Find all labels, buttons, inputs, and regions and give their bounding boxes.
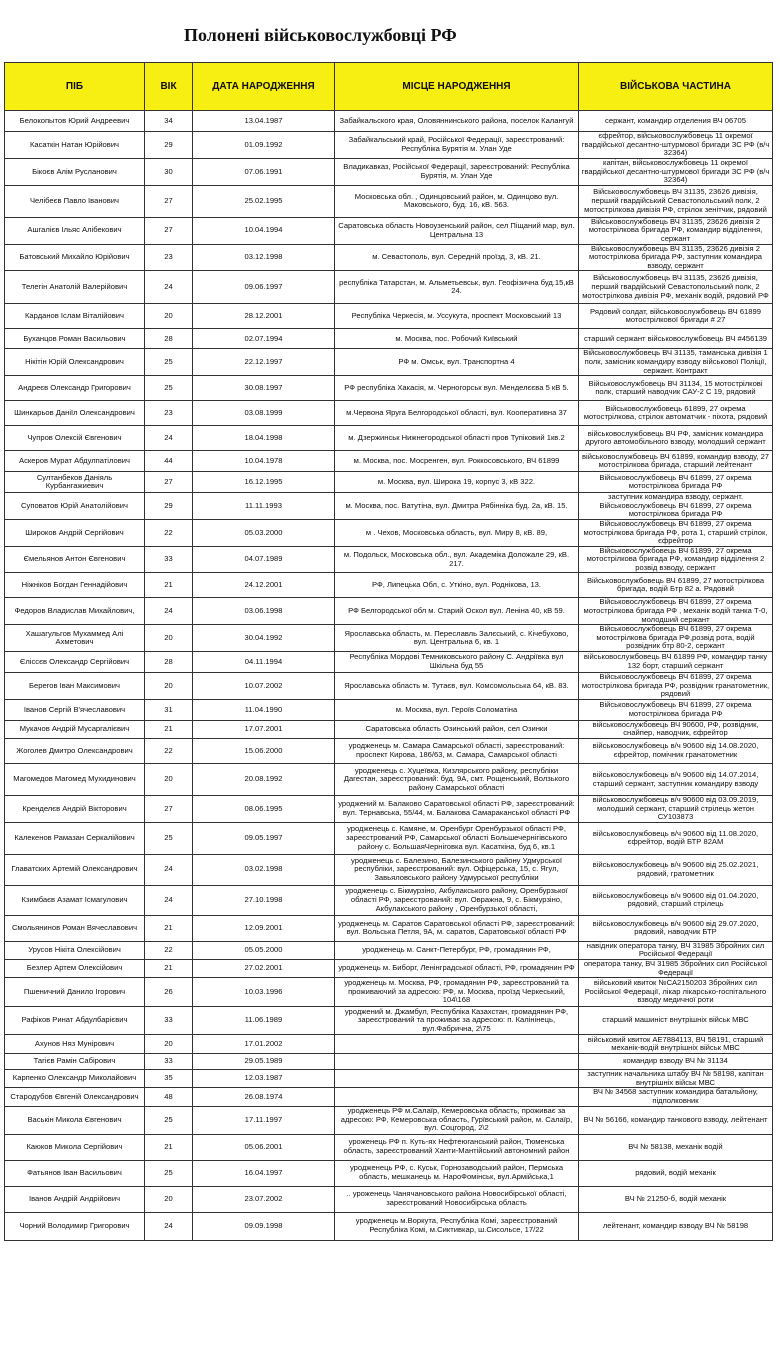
cell-military-unit: Військовослужбовець ВЧ 61899, 27 окрема мотострілкова бригада РФ xyxy=(579,472,773,493)
cell-birth-date: 30.08.1997 xyxy=(193,376,335,401)
cell-name: Шинкарьов Даніїл Олександрович xyxy=(5,401,145,426)
cell-name: Хашагульгов Мухаммед Алі Ахметович xyxy=(5,625,145,652)
cell-birth-date: 17.01.2002 xyxy=(193,1035,335,1054)
table-row xyxy=(5,519,773,546)
table-row xyxy=(5,1054,773,1070)
cell-birth-date: 09.09.1998 xyxy=(193,1212,335,1240)
cell-military-unit: військовослужбовець ВЧ РФ, замісник командира другого автомобільного взводу, молодший сержант xyxy=(579,426,773,451)
cell-age: 21 xyxy=(145,959,193,977)
cell-age: 29 xyxy=(145,493,193,520)
table-row xyxy=(5,217,773,244)
cell-age: 28 xyxy=(145,652,193,673)
cell-birth-date: 25.02.1995 xyxy=(193,185,335,217)
cell-name: Суповатов Юрій Анатолійович xyxy=(5,493,145,520)
cell-name: Кзимбаєв Азамат Ісмагулович xyxy=(5,885,145,915)
cell-birth-date: 26.08.1974 xyxy=(193,1088,335,1106)
table-row xyxy=(5,493,773,520)
cell-name: Іванов Сергій В'ячеславович xyxy=(5,699,145,720)
table-row xyxy=(5,546,773,573)
cell-birthplace: Московська обл. , Одинцовський район, м. Одинцово вул. Маковського, буд. 16, кВ. 563. xyxy=(335,185,579,217)
cell-age: 34 xyxy=(145,111,193,132)
cell-military-unit: Рядовий солдат, військовослужбовець ВЧ 61899 мотострілкової бригади # 27 xyxy=(579,304,773,329)
table-row xyxy=(5,1007,773,1035)
cell-age: 22 xyxy=(145,519,193,546)
cell-military-unit: Військовослужбовець ВЧ 31135, таманська дивізія 1 полк, замісник командиру взводу військової Поліції, сержант. Контракт xyxy=(579,349,773,376)
cell-name: Карданов Іслам Віталійович xyxy=(5,304,145,329)
table-row xyxy=(5,376,773,401)
cell-name: Калекенов Рамазан Серкалійович xyxy=(5,822,145,854)
cell-age: 35 xyxy=(145,1070,193,1088)
header-name: ПІБ xyxy=(5,63,145,111)
cell-birthplace: уродженець с. Балезино, Балезинського району Удмурської республіки, зареєстрований: вул. Офіцерська, 15, с. Ягул, Завьяловського району Удмурської республіки xyxy=(335,854,579,885)
table-row xyxy=(5,1088,773,1106)
cell-birthplace: уродженець РФ м.Салаїр, Кемеровська область, проживає за адресою: РФ, Кемеровська область, Гурївський район, м. Салаїр, вул. Соцгород, 2\2 xyxy=(335,1106,579,1134)
cell-birthplace: м. Москва, вул. Героїв Соломатіна xyxy=(335,699,579,720)
cell-birth-date: 12.03.1987 xyxy=(193,1070,335,1088)
cell-birth-date: 10.03.1996 xyxy=(193,978,335,1007)
cell-age: 21 xyxy=(145,1134,193,1160)
cell-name: Тагієв Рамін Сабірович xyxy=(5,1054,145,1070)
cell-birthplace: уродженець м. Биборг, Ленінградської області, РФ, громадянин РФ xyxy=(335,959,579,977)
cell-name: Аскеров Мурат Абдулпатілович xyxy=(5,451,145,472)
table-row xyxy=(5,159,773,186)
cell-military-unit: військовослужбовець в/ч 90600 від 14.07.2014, старший сержант, заступник командиру взводу xyxy=(579,764,773,796)
table-row xyxy=(5,915,773,941)
cell-military-unit: військовослужбовець ВЧ 90600, РФ, розвідник, снайпер, наводчик, єфрейтор xyxy=(579,720,773,738)
table-row xyxy=(5,132,773,159)
table-row xyxy=(5,426,773,451)
table-header-row xyxy=(5,63,773,111)
cell-birthplace xyxy=(335,1054,579,1070)
table-row xyxy=(5,739,773,764)
cell-birthplace: Саратовська область Озинський район, сел Озинки xyxy=(335,720,579,738)
table-row xyxy=(5,1070,773,1088)
cell-military-unit: Військовослужбовець ВЧ 61899, 27 окрема мотострілкова бригада РФ, рота 1, старший стрілок, єфрейтор xyxy=(579,519,773,546)
cell-military-unit: Військовослужбовець ВЧ 61899, 27 мотострілкова бригада, водій Бтр 82 а. Рядовий xyxy=(579,573,773,598)
table-row xyxy=(5,349,773,376)
cell-military-unit: Військовослужбовець ВЧ 61899, 27 окрема мотострілкова бригада РФ, командир відділення 2 розвід взводу, сержант xyxy=(579,546,773,573)
cell-military-unit: Військовослужбовець ВЧ 31135, 23626 дивізія 2 мотострілкова бригада РФ, заступник командира взводу, сержант xyxy=(579,244,773,271)
cell-birthplace: Ярославська область, м. Переславль Залєський, с. Кічебухово, вул. Центральна 6, кв. 1 xyxy=(335,625,579,652)
cell-birthplace: Ярославська область м. Тутаєв, вул. Комсомольська 64, кВ. 83. xyxy=(335,673,579,700)
cell-birth-date: 30.04.1992 xyxy=(193,625,335,652)
table-row xyxy=(5,573,773,598)
cell-birthplace: м. Севастополь, вул. Середній проїзд, 3, кВ. 21. xyxy=(335,244,579,271)
cell-birthplace: уродженець РФ, с. Куськ, Горнозаводський район, Пермська область, мешканець м. НароФомінськ, вул.Армійська,1 xyxy=(335,1160,579,1186)
cell-birth-date: 11.06.1989 xyxy=(193,1007,335,1035)
table-row xyxy=(5,1186,773,1212)
cell-name: Широков Андрій Сергійович xyxy=(5,519,145,546)
cell-birth-date: 09.05.1997 xyxy=(193,822,335,854)
cell-name: Урусов Нікіта Олексійович xyxy=(5,941,145,959)
cell-birth-date: 03.02.1998 xyxy=(193,854,335,885)
cell-birthplace: уродженець м. Самара Самарської області, зареєстрований: проспект Кирова, 186/63, м. Самара, Самарської області xyxy=(335,739,579,764)
cell-birth-date: 05.05.2000 xyxy=(193,941,335,959)
cell-birth-date: 17.11.1997 xyxy=(193,1106,335,1134)
cell-name: Главатских Артемій Олександрович xyxy=(5,854,145,885)
cell-birthplace: м . Чехов, Московська область, вул. Миру 8, кВ. 89, xyxy=(335,519,579,546)
cell-birth-date: 05.03.2000 xyxy=(193,519,335,546)
cell-military-unit: ВЧ № 58138, механік водій xyxy=(579,1134,773,1160)
table-row xyxy=(5,978,773,1007)
cell-birth-date: 11.11.1993 xyxy=(193,493,335,520)
table-row xyxy=(5,598,773,625)
cell-birth-date: 17.07.2001 xyxy=(193,720,335,738)
cell-name: Єліссєв Олександр Сергійович xyxy=(5,652,145,673)
cell-military-unit: ВЧ № 56166, командир танкового взводу, лейтенант xyxy=(579,1106,773,1134)
cell-military-unit: єфрейтор, військовослужбовець 11 окремої гвардійської десантно-штурмової бригади ЗС РФ (в/ч 32364) xyxy=(579,132,773,159)
cell-age: 25 xyxy=(145,1106,193,1134)
cell-military-unit: військовослужбовець в/ч 90600 від 11.08.2020, єфрейтор, водій БТР 82АМ xyxy=(579,822,773,854)
cell-birthplace xyxy=(335,1035,579,1054)
cell-military-unit: старший машиніст внутрішніх військ МВС xyxy=(579,1007,773,1035)
cell-age: 24 xyxy=(145,1212,193,1240)
cell-age: 20 xyxy=(145,304,193,329)
cell-military-unit: військовослужбовець в/ч 90600 від 25.02.2021, рядовий, гратометник xyxy=(579,854,773,885)
cell-age: 24 xyxy=(145,885,193,915)
table-row xyxy=(5,111,773,132)
cell-age: 29 xyxy=(145,132,193,159)
cell-name: Челібеєв Павло Іванович xyxy=(5,185,145,217)
header-dob: ДАТА НАРОДЖЕННЯ xyxy=(193,63,335,111)
cell-birth-date: 12.09.2001 xyxy=(193,915,335,941)
cell-birthplace xyxy=(335,1088,579,1106)
cell-name: Жоголев Дмитро Олександрович xyxy=(5,739,145,764)
cell-birthplace: РФ м. Омськ, вул. Транспортна 4 xyxy=(335,349,579,376)
cell-name: Чупров Олексій Євгенович xyxy=(5,426,145,451)
cell-name: Безлер Артем Олексійович xyxy=(5,959,145,977)
cell-name: Ємельянов Антон Євгенович xyxy=(5,546,145,573)
table-row xyxy=(5,764,773,796)
cell-military-unit: Військовослужбовець ВЧ 31135, 23626 дивізія, перший гвардійський Севастопольський полк, 2 мотострілкова дивізія РФ, стрілок зенітчик, рядовий xyxy=(579,185,773,217)
cell-military-unit: капітан, військовослужбовець 11 окремої гвардійської десантно-штурмової бригади ЗС РФ (в/ч 32364) xyxy=(579,159,773,186)
cell-birthplace: м. Москва, вул. Широка 19, корпус 3, кВ 322. xyxy=(335,472,579,493)
cell-birth-date: 07.06.1991 xyxy=(193,159,335,186)
cell-age: 21 xyxy=(145,573,193,598)
cell-military-unit: оператора танку, ВЧ 31985 Збройних сил Російської Федерації xyxy=(579,959,773,977)
cell-military-unit: Військовослужбовець ВЧ 61899, 27 окрема мотострілкова бригада РФ xyxy=(579,699,773,720)
cell-birth-date: 01.09.1992 xyxy=(193,132,335,159)
cell-military-unit: заступник командира взводу, сержант. Військовослужбовець ВЧ 61899, 27 окрема мотострілкова бригада РФ xyxy=(579,493,773,520)
cell-military-unit: Військовослужбовець ВЧ 61899, 27 окрема мотострілкова бригада РФ, розвідник гранатометник, рядовий xyxy=(579,673,773,700)
table-row xyxy=(5,401,773,426)
cell-age: 27 xyxy=(145,217,193,244)
header-military-unit: ВІЙСЬКОВА ЧАСТИНА xyxy=(579,63,773,111)
cell-name: Касаткін Натан Юрійович xyxy=(5,132,145,159)
table-row xyxy=(5,959,773,977)
table-row xyxy=(5,451,773,472)
cell-name: Телегін Анатолій Валерійович xyxy=(5,271,145,304)
cell-age: 31 xyxy=(145,699,193,720)
cell-military-unit: ВЧ № 34568 заступник командира батальйону, підполковник xyxy=(579,1088,773,1106)
table-row xyxy=(5,625,773,652)
cell-birthplace: м. Москва, пос. Ватутіна, вул. Дмитра Рябінніка буд. 2а, кВ. 15. xyxy=(335,493,579,520)
cell-military-unit: навідник оператора танку, ВЧ 31985 Збройних сил Російської Федерації xyxy=(579,941,773,959)
cell-name: Батовський Михайло Юрійович xyxy=(5,244,145,271)
cell-birthplace: Владикавказ, Російської Федерації, зареєстрований: Республіка Бурятія, м. Улан Уде xyxy=(335,159,579,186)
cell-birth-date: 03.08.1999 xyxy=(193,401,335,426)
table-row xyxy=(5,185,773,217)
cell-age: 25 xyxy=(145,376,193,401)
cell-birth-date: 03.06.1998 xyxy=(193,598,335,625)
table-row xyxy=(5,941,773,959)
cell-name: Буханцов Роман Васильович xyxy=(5,329,145,349)
table-row xyxy=(5,854,773,885)
cell-military-unit: військовослужбовець ВЧ 61899, командир взводу, 27 мотострілкова бригада, старший лейтенант xyxy=(579,451,773,472)
cell-birthplace: Саратовська область Новоузенський район, сел Піщаний мар, вул. Центральна 13 xyxy=(335,217,579,244)
cell-name: Нікітін Юрій Олександрович xyxy=(5,349,145,376)
cell-birthplace: уроджений м. Джамбул, Республіка Казахстан, громадянин РФ, зареєстрований та проживає за адресою: п. Калінінець, вул.Фабрична, 2\75 xyxy=(335,1007,579,1035)
table-row xyxy=(5,652,773,673)
cell-age: 24 xyxy=(145,426,193,451)
cell-age: 20 xyxy=(145,625,193,652)
cell-age: 27 xyxy=(145,185,193,217)
cell-military-unit: сержант, командир отделения ВЧ 06705 xyxy=(579,111,773,132)
cell-age: 30 xyxy=(145,159,193,186)
cell-birth-date: 27.10.1998 xyxy=(193,885,335,915)
cell-birth-date: 05.06.2001 xyxy=(193,1134,335,1160)
cell-military-unit: ВЧ № 21250-б, водій механік xyxy=(579,1186,773,1212)
cell-name: Стародубов Євгеній Олександрович xyxy=(5,1088,145,1106)
cell-age: 20 xyxy=(145,1186,193,1212)
table-row xyxy=(5,673,773,700)
table-row xyxy=(5,1134,773,1160)
cell-birth-date: 03.12.1998 xyxy=(193,244,335,271)
cell-age: 22 xyxy=(145,941,193,959)
cell-birth-date: 29.05.1989 xyxy=(193,1054,335,1070)
cell-age: 25 xyxy=(145,1160,193,1186)
cell-military-unit: Військовослужбовець ВЧ 31134, 15 мотострілкові полк, старший наводчик САУ-2 С 19, рядовий xyxy=(579,376,773,401)
cell-birthplace: Забайкальского края, Оловяннинського района, поселок Калангуй xyxy=(335,111,579,132)
cell-birthplace: м. Дзержинськ Нижнегородської області пров Тупіковий 1кв.2 xyxy=(335,426,579,451)
cell-birth-date: 20.08.1992 xyxy=(193,764,335,796)
cell-birthplace: уроженець РФ п. Куть-ях Нефтеюганський район, Тюменська область, зареєстрований Ханти-Мантійський автономний район xyxy=(335,1134,579,1160)
cell-military-unit: Військовослужбовець ВЧ 31135, 23626 дивізія 2 мотострілкова бригада РФ, командир відділення, сержант xyxy=(579,217,773,244)
cell-name: Ніжніков Богдан Геннадійович xyxy=(5,573,145,598)
cell-military-unit: командир взводу ВЧ № 31134 xyxy=(579,1054,773,1070)
cell-military-unit: Військовослужбовець ВЧ 61899, 27 окрема мотострілкова бригада РФ,розвід рота, водій розвідник бтр 80-2, сержант xyxy=(579,625,773,652)
cell-birth-date: 10.07.2002 xyxy=(193,673,335,700)
cell-birth-date: 04.11.1994 xyxy=(193,652,335,673)
table-row xyxy=(5,720,773,738)
cell-birthplace: м. Москва, пос. Робочий Київський xyxy=(335,329,579,349)
cell-age: 20 xyxy=(145,764,193,796)
cell-name: Федоров Владислав Михайлович, xyxy=(5,598,145,625)
cell-age: 24 xyxy=(145,271,193,304)
prisoners-table xyxy=(4,62,773,1241)
cell-birth-date: 24.12.2001 xyxy=(193,573,335,598)
cell-birthplace: уродженець с. Бікмурзіно, Акбулакського району, Оренбурзької області РФ, зареєстрований: вул. Овражна, 9, с. Бікмурзіно, Акбулакського району , Оренбурзької області, xyxy=(335,885,579,915)
table-row xyxy=(5,1212,773,1240)
cell-birthplace: республіка Татарстан, м. Альметьевськ, вул. Геофізична буд.15,кВ 24. xyxy=(335,271,579,304)
cell-name: Рафіков Ринат Абдулбарієвич xyxy=(5,1007,145,1035)
cell-name: Іванов Андрій Андрійович xyxy=(5,1186,145,1212)
cell-age: 27 xyxy=(145,796,193,823)
cell-name: Карпенко Олександр Миколайович xyxy=(5,1070,145,1088)
table-body xyxy=(5,111,773,1241)
table-row xyxy=(5,885,773,915)
cell-military-unit: військовослужбовець ВЧ 61899 РФ, командир танку 132 борт, старший сержант xyxy=(579,652,773,673)
cell-birth-date: 23.07.2002 xyxy=(193,1186,335,1212)
cell-birthplace: уродженець с. Камяне, м. Оренбург Оренбурзької області РФ, зареєстрований РФ, Самарської області Большечернігівського району с. БольшаяЧерніговка вул. Касаткіна, буд 6, кв.1 xyxy=(335,822,579,854)
cell-birthplace: Республіка Мордові Темниковського району С. Андріївка вул Шкільна буд 55 xyxy=(335,652,579,673)
cell-birth-date: 15.06.2000 xyxy=(193,739,335,764)
table-row xyxy=(5,244,773,271)
cell-age: 24 xyxy=(145,854,193,885)
cell-age: 33 xyxy=(145,1054,193,1070)
cell-military-unit: Військовослужбовець ВЧ 61899, 27 окрема мотострілкова бригада РФ , механік водій танка Т-0, молодший сержант xyxy=(579,598,773,625)
cell-birthplace: уродженець м. Москва, РФ, громадянин РФ, зареєстрований та проживаючий за адресою: РФ, м. Москва, проїзд Черкеський, 104\168 xyxy=(335,978,579,1007)
cell-age: 28 xyxy=(145,329,193,349)
cell-name: Фатьянов Іван Васильович xyxy=(5,1160,145,1186)
cell-name: Бікоєв Алім Русланович xyxy=(5,159,145,186)
cell-military-unit: лейтенант, командир взводу ВЧ № 58198 xyxy=(579,1212,773,1240)
cell-name: Берегов Іван Максимович xyxy=(5,673,145,700)
cell-age: 20 xyxy=(145,673,193,700)
cell-name: Белокопытов Юрий Андреевич xyxy=(5,111,145,132)
cell-birthplace: Республіка Черкесія, м. Уссукута, проспект Московський 13 xyxy=(335,304,579,329)
cell-birthplace: м. Москва, пос. Мосренген, вул. Роккосовського, ВЧ 61899 xyxy=(335,451,579,472)
cell-name: Кренделєв Андрій Вікторович xyxy=(5,796,145,823)
cell-birthplace xyxy=(335,1070,579,1088)
cell-birth-date: 18.04.1998 xyxy=(193,426,335,451)
cell-military-unit: військовий квиток №СА2150203 Збройних сил Російської Федерації, лікар лікарсько-госпітального взводу медичної роти xyxy=(579,978,773,1007)
table-row xyxy=(5,304,773,329)
cell-birth-date: 28.12.2001 xyxy=(193,304,335,329)
table-row xyxy=(5,699,773,720)
cell-military-unit: старший сержант військовослужбовець ВЧ #456139 xyxy=(579,329,773,349)
cell-birthplace: РФ Белгородської обл м. Старий Оскол вул. Леніна 40, кВ 59. xyxy=(335,598,579,625)
cell-birth-date: 09.06.1997 xyxy=(193,271,335,304)
cell-military-unit: військовослужбовець в/ч 90600 від 29.07.2020, рядовий, наводчик БТР xyxy=(579,915,773,941)
header-age: ВІК xyxy=(145,63,193,111)
table-row xyxy=(5,271,773,304)
cell-birthplace: м.Червона Яруга Белгородської області, вул. Кооперативна 37 xyxy=(335,401,579,426)
cell-birthplace: РФ, Липецька Обл, с. Уткіно, вул. Роднікова, 13. xyxy=(335,573,579,598)
cell-age: 48 xyxy=(145,1088,193,1106)
cell-name: Смольянинов Роман Вячеславович xyxy=(5,915,145,941)
cell-military-unit: військовослужбовець в/ч 90600 від 01.04.2020, рядовий, старший стрілець xyxy=(579,885,773,915)
cell-military-unit: Військовослужбовець ВЧ 31135, 23626 дивізія, перший гвардійський Севастопольський полк, 2 мотострілкова дивізія РФ, механік водій, рядовий РФ xyxy=(579,271,773,304)
cell-age: 24 xyxy=(145,598,193,625)
cell-birth-date: 08.06.1995 xyxy=(193,796,335,823)
table-row xyxy=(5,1035,773,1054)
table-row xyxy=(5,1160,773,1186)
cell-birth-date: 10.04.1994 xyxy=(193,217,335,244)
cell-name: Пшеничний Данило Ігорович xyxy=(5,978,145,1007)
cell-birth-date: 13.04.1987 xyxy=(193,111,335,132)
cell-age: 26 xyxy=(145,978,193,1007)
cell-birthplace: .. уроженець Чанячановського района Новосибірської області, зареєстрований Новосибірська область xyxy=(335,1186,579,1212)
cell-age: 33 xyxy=(145,1007,193,1035)
cell-military-unit: Військовослужбовець 61899, 27 окрема мотострілкова, стрілок автоматчик - піхота, рядовий xyxy=(579,401,773,426)
cell-age: 25 xyxy=(145,822,193,854)
cell-age: 25 xyxy=(145,349,193,376)
cell-age: 23 xyxy=(145,401,193,426)
cell-age: 27 xyxy=(145,472,193,493)
cell-birthplace: уродженець м.Воркута, Республіка Комі, зареєстрований Республіка Комі, м.Сиктивкар, ш.Сисольсе, 17/22 xyxy=(335,1212,579,1240)
cell-name: Васькін Микола Євгенович xyxy=(5,1106,145,1134)
cell-age: 20 xyxy=(145,1035,193,1054)
cell-birthplace: уродженець м. Санкт-Петербург, РФ, громадянин РФ, xyxy=(335,941,579,959)
cell-name: Магомедов Магомед Мухидинович xyxy=(5,764,145,796)
cell-name: Андреєв Олександр Григорович xyxy=(5,376,145,401)
table-row xyxy=(5,472,773,493)
cell-age: 23 xyxy=(145,244,193,271)
header-birthplace: МІСЦЕ НАРОДЖЕННЯ xyxy=(335,63,579,111)
cell-name: Султанбеков Даніяль Курбангажиевич xyxy=(5,472,145,493)
cell-age: 21 xyxy=(145,915,193,941)
cell-military-unit: заступник начальника штабу ВЧ № 58198, капітан внутрішніх військ МВС xyxy=(579,1070,773,1088)
table-row xyxy=(5,329,773,349)
cell-birth-date: 11.04.1990 xyxy=(193,699,335,720)
cell-name: Ашгалієв Ільяс Алібекович xyxy=(5,217,145,244)
cell-birthplace: Забайкальський край, Російської Федерації, зареєстрований: Республіка Бурятія м. Улан Уде xyxy=(335,132,579,159)
cell-birth-date: 16.04.1997 xyxy=(193,1160,335,1186)
cell-birth-date: 04.07.1989 xyxy=(193,546,335,573)
cell-birthplace: м. Подольск, Московська обл., вул. Академіка Доложале 29, кВ. 217. xyxy=(335,546,579,573)
cell-birth-date: 16.12.1995 xyxy=(193,472,335,493)
cell-military-unit: військовий квиток АЕ7884113, ВЧ 58191, старший механік-водій внутрішніх військ МВС xyxy=(579,1035,773,1054)
cell-birth-date: 27.02.2001 xyxy=(193,959,335,977)
cell-birth-date: 22.12.1997 xyxy=(193,349,335,376)
cell-birthplace: уродженець м. Саратов Саратовської області РФ, зареєстрований: вул. Вольська Петля, 9А, м. саратов, Саратовської області РФ xyxy=(335,915,579,941)
cell-birthplace: уроджений м. Балаково Саратовської області РФ, зареєстрований: вул. Тернавська, 55/44, м. Балакова Самараканської області РФ xyxy=(335,796,579,823)
cell-birthplace: уродженець с. Хуцеївка, Кизлярського району, республіки Дагестан, зареєстрований: буд. 9А, смт. Рощенський, Волзького району Самарської області xyxy=(335,764,579,796)
cell-birth-date: 10.04.1978 xyxy=(193,451,335,472)
cell-name: Каюков Микола Сергійович xyxy=(5,1134,145,1160)
cell-military-unit: військовослужбовець в/ч 90600 від 03.09.2019, молодший сержант, старший стрілець жетон СУ103873 xyxy=(579,796,773,823)
table-row xyxy=(5,1106,773,1134)
cell-military-unit: військовослужбовець в/ч 90600 від 14.08.2020, єфрейтор, помічник гранатометник xyxy=(579,739,773,764)
page-title: Полонені військовослужбовці РФ xyxy=(184,25,457,45)
cell-name: Мукачов Андрій Мусаргалієвич xyxy=(5,720,145,738)
cell-age: 33 xyxy=(145,546,193,573)
cell-age: 44 xyxy=(145,451,193,472)
cell-military-unit: рядовий, водій механік xyxy=(579,1160,773,1186)
cell-birthplace: РФ республіка Хакасія, м. Черногорськ вул. Менделєєва 5 кВ 5. xyxy=(335,376,579,401)
table-row xyxy=(5,796,773,823)
cell-birth-date: 02.07.1994 xyxy=(193,329,335,349)
cell-name: Чорний Володимир Григорович xyxy=(5,1212,145,1240)
cell-age: 22 xyxy=(145,739,193,764)
cell-age: 21 xyxy=(145,720,193,738)
table-row xyxy=(5,822,773,854)
cell-name: Ахунов Няз Мунірович xyxy=(5,1035,145,1054)
